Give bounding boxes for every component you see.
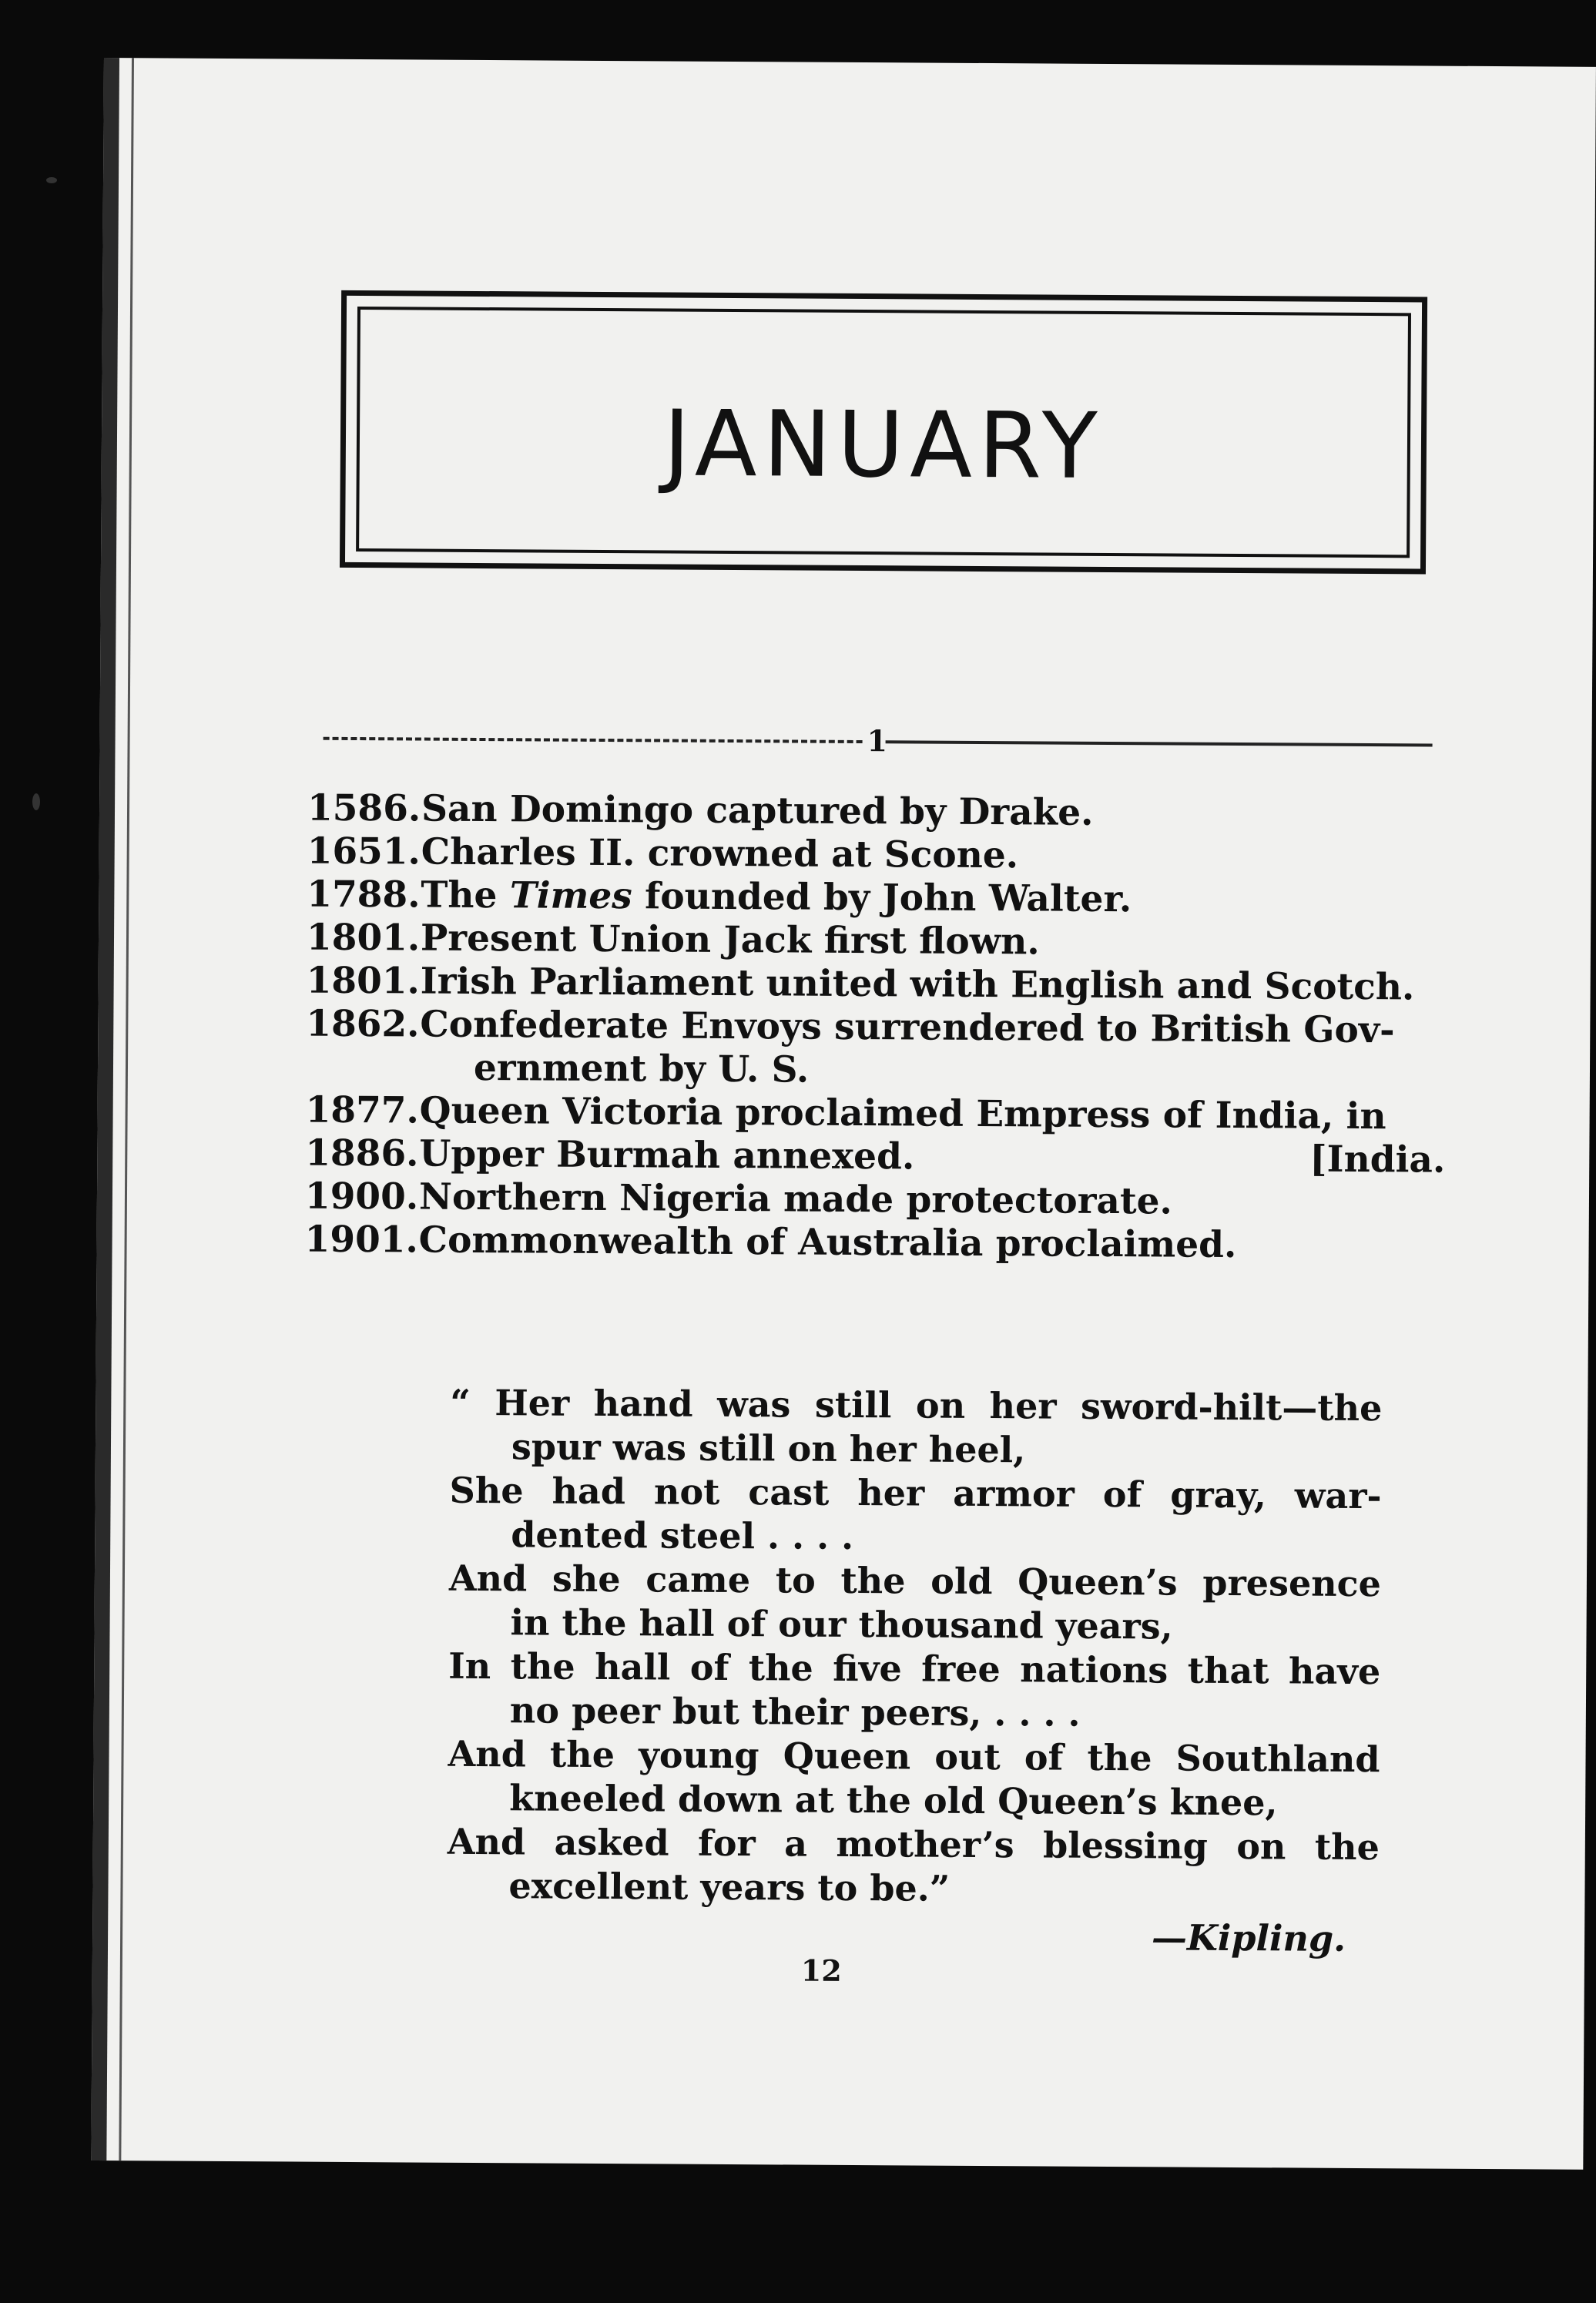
newspaper-title: Times <box>509 874 632 918</box>
event-description: Confederate Envoys surrendered to British Gov- <box>420 1003 1395 1052</box>
poem-line: She had not cast her armor of gray, war- <box>449 1469 1382 1517</box>
event-year: 1877. <box>305 1088 420 1132</box>
event-description: San Domingo captured by Drake. <box>421 787 1094 834</box>
event-entry <box>307 873 1447 924</box>
event-description: Present Union Jack first flown. <box>420 917 1040 964</box>
poem-line: And asked for a mother’s blessing on the <box>447 1820 1380 1869</box>
event-description: Queen Victoria proclaimed Empress of India, in <box>419 1089 1386 1138</box>
event-year: 1651. <box>307 830 421 873</box>
event-entry <box>307 787 1447 837</box>
event-description: Northern Nigeria made protectorate. <box>418 1175 1173 1223</box>
poem-line: no peer but their peers, . . . . <box>509 1689 1081 1735</box>
divider-line-right <box>886 740 1433 746</box>
poem-line: spur was still on her heel, <box>511 1426 1026 1471</box>
page-edge-rule <box>119 58 134 2161</box>
poem-line: “ Her hand was still on her sword-hilt—the <box>450 1381 1383 1430</box>
event-year: 1886. <box>305 1131 419 1175</box>
event-year: 1801. <box>306 916 421 960</box>
poem-line: And the young Queen out of the Southland <box>448 1732 1380 1781</box>
event-entry <box>306 1003 1447 1096</box>
poem-line: dented steel . . . . <box>511 1514 854 1557</box>
poem-line: In the hall of the five free nations that have <box>448 1644 1381 1693</box>
event-entry <box>307 830 1447 880</box>
event-year: 1801. <box>306 959 421 1003</box>
event-carryover-text: [India. <box>1309 1138 1446 1182</box>
poem-quotation <box>447 1381 1382 1913</box>
poem-attribution: —Kipling. <box>1151 1916 1346 1959</box>
divider-line-left <box>324 737 863 743</box>
book-page <box>91 58 1596 2170</box>
section-divider <box>323 722 1432 759</box>
poem-line: excellent years to be.” <box>508 1865 951 1909</box>
event-description: Irish Parliament united with English and Scotch. <box>420 960 1415 1009</box>
divider-marker: 1 <box>867 723 888 759</box>
poem-line: in the hall of our thousand years, <box>510 1601 1173 1648</box>
event-year: 1788. <box>307 873 421 917</box>
event-entry <box>305 1132 1445 1182</box>
event-entry <box>307 960 1447 1010</box>
event-year: 1586. <box>307 786 421 830</box>
event-description: Commonwealth of Australia proclaimed. <box>418 1219 1237 1267</box>
page-number: 12 <box>800 1953 842 1988</box>
event-year: 1862. <box>306 1002 420 1046</box>
poem-line: And she came to the old Queen’s presence <box>448 1557 1382 1605</box>
event-entry <box>307 917 1447 967</box>
event-description-continuation: ernment by U. S. <box>473 1046 810 1091</box>
scan-speck <box>32 793 40 810</box>
title-frame <box>340 290 1427 575</box>
month-title: JANUARY <box>662 390 1105 499</box>
event-entry <box>305 1175 1445 1225</box>
scan-speck <box>46 177 57 183</box>
events-list <box>304 787 1447 1269</box>
poem-line: kneeled down at the old Queen’s knee, <box>509 1777 1278 1824</box>
event-description: Charles II. crowned at Scone. <box>421 830 1019 877</box>
event-description: The Times founded by John Walter. <box>421 873 1132 921</box>
event-entry <box>305 1089 1445 1139</box>
event-entry <box>304 1219 1444 1269</box>
event-year: 1900. <box>304 1175 419 1219</box>
event-description: Upper Burmah annexed. <box>419 1132 915 1178</box>
event-year: 1901. <box>304 1218 418 1262</box>
